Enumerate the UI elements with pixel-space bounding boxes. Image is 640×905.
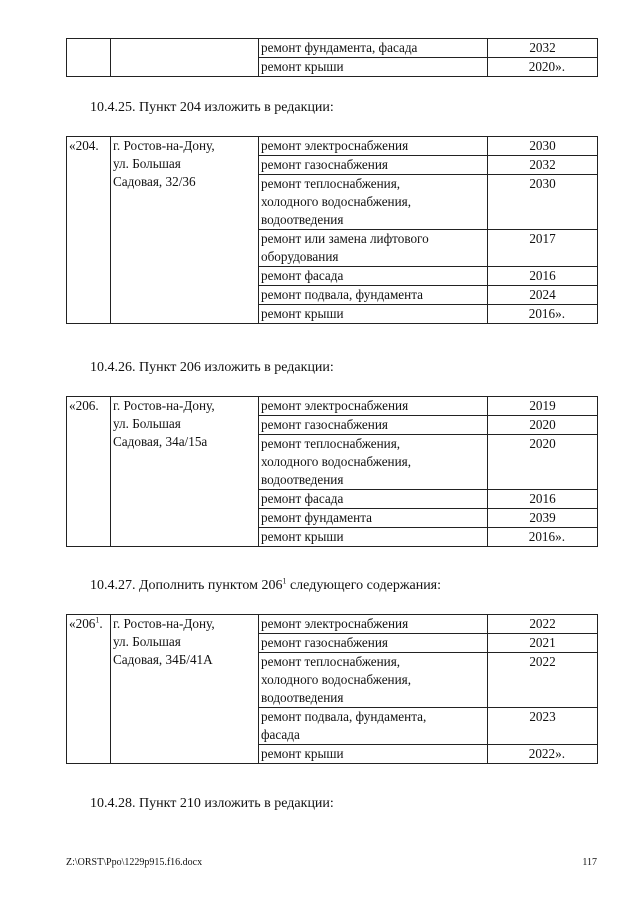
work-type-cell <box>259 305 488 324</box>
year-cell: 2023 <box>488 708 598 745</box>
work-type-cell <box>259 137 488 156</box>
item-number-cell <box>67 39 111 77</box>
paragraph-10-4-27-sup: 1 <box>282 576 287 586</box>
year-cell: 2021 <box>488 634 598 653</box>
work-type-cell <box>259 490 488 509</box>
year-cell: 2020». <box>488 58 598 77</box>
year-cell: 2022 <box>488 653 598 708</box>
work-type-cell <box>259 435 488 490</box>
work-type-cell <box>259 58 488 77</box>
year-cell: 2022 <box>488 615 598 634</box>
text-line: ремонт или замена лифтового <box>261 231 429 246</box>
year-cell: 2016». <box>488 305 598 324</box>
work-type-cell <box>259 615 488 634</box>
text-line: холодного водоснабжения, <box>261 194 412 209</box>
table-row <box>67 39 598 58</box>
text-line: водоотведения <box>261 472 344 487</box>
work-type-cell <box>259 528 488 547</box>
work-type-cell <box>259 745 488 764</box>
text-line: ремонт крыши <box>261 59 344 74</box>
text-line: ремонт электроснабжения <box>261 138 409 153</box>
year-cell: 2016 <box>488 267 598 286</box>
item-number-superscript: 1 <box>95 615 100 625</box>
text-line: г. Ростов-на-Дону, <box>113 138 215 153</box>
text-line: Садовая, 34а/15а <box>113 434 208 449</box>
year-cell: 2017 <box>488 230 598 267</box>
address-cell <box>111 39 259 77</box>
paragraph-10-4-27 <box>90 578 441 594</box>
work-type-cell <box>259 175 488 230</box>
item-number-cell <box>67 397 111 547</box>
text-line: ремонт газоснабжения <box>261 157 388 172</box>
year-cell: 2032 <box>488 39 598 58</box>
work-type-cell <box>259 156 488 175</box>
table-item-204 <box>66 136 598 324</box>
year-cell: 2024 <box>488 286 598 305</box>
text-line: холодного водоснабжения, <box>261 454 412 469</box>
text-line: ремонт подвала, фундамента <box>261 287 423 302</box>
year-cell: 2022». <box>488 745 598 764</box>
paragraph-10-4-27-text: 10.4.27. Дополнить пунктом 206 <box>90 578 283 593</box>
text-line: ремонт теплоснабжения, <box>261 436 401 451</box>
text-line: ремонт крыши <box>261 529 344 544</box>
text-line: Садовая, 32/36 <box>113 174 196 189</box>
year-cell: 2016». <box>488 528 598 547</box>
work-type-cell <box>259 230 488 267</box>
year-cell: 2016 <box>488 490 598 509</box>
work-type-cell <box>259 416 488 435</box>
work-type-cell <box>259 708 488 745</box>
paragraph-10-4-27-tail: следующего содержания: <box>286 578 442 593</box>
work-type-cell <box>259 653 488 708</box>
work-type-cell <box>259 39 488 58</box>
work-type-cell <box>259 509 488 528</box>
work-type-cell <box>259 634 488 653</box>
text-line: водоотведения <box>261 690 344 705</box>
work-type-cell <box>259 286 488 305</box>
year-cell: 2030 <box>488 175 598 230</box>
paragraph-10-4-26: 10.4.26. Пункт 206 изложить в редакции: <box>90 360 334 375</box>
text-line: ремонт электроснабжения <box>261 616 409 631</box>
address-cell <box>111 137 259 324</box>
text-line: г. Ростов-на-Дону, <box>113 398 215 413</box>
text-line: ремонт теплоснабжения, <box>261 654 401 669</box>
item-number: «206 <box>69 616 96 631</box>
item-number-cell <box>67 137 111 324</box>
table-item-206-1 <box>66 614 598 764</box>
address-cell <box>111 397 259 547</box>
text-line: ремонт крыши <box>261 746 344 761</box>
work-type-cell <box>259 267 488 286</box>
table-item-206 <box>66 396 598 547</box>
text-line: холодного водоснабжения, <box>261 672 412 687</box>
text-line: ремонт газоснабжения <box>261 635 388 650</box>
work-type-cell <box>259 397 488 416</box>
item-number: «204. <box>69 138 99 153</box>
item-number-cell <box>67 615 111 764</box>
text-line: ремонт фундамента <box>261 510 372 525</box>
year-cell: 2020 <box>488 435 598 490</box>
table-row <box>67 137 598 156</box>
year-cell: 2030 <box>488 137 598 156</box>
text-line: ремонт газоснабжения <box>261 417 388 432</box>
text-line: ремонт фундамента, фасада <box>261 40 418 55</box>
paragraph-10-4-28: 10.4.28. Пункт 210 изложить в редакции: <box>90 796 334 811</box>
text-line: ремонт теплоснабжения, <box>261 176 401 191</box>
table-row <box>67 615 598 634</box>
text-line: Садовая, 34Б/41А <box>113 652 213 667</box>
text-line: ремонт фасада <box>261 268 344 283</box>
text-line: водоотведения <box>261 212 344 227</box>
paragraph-10-4-25: 10.4.25. Пункт 204 изложить в редакции: <box>90 100 334 115</box>
text-line: фасада <box>261 727 300 742</box>
year-cell: 2020 <box>488 416 598 435</box>
footer-file-path: Z:\ORST\Ppo\1229p915.f16.docx <box>66 857 203 868</box>
text-line: оборудования <box>261 249 339 264</box>
text-line: ул. Большая <box>113 156 181 171</box>
text-line: ремонт крыши <box>261 306 344 321</box>
table-continuation <box>66 38 598 77</box>
year-cell: 2032 <box>488 156 598 175</box>
text-line: ремонт фасада <box>261 491 344 506</box>
item-number: «206. <box>69 398 99 413</box>
address-cell <box>111 615 259 764</box>
text-line: ремонт электроснабжения <box>261 398 409 413</box>
item-number-suffix: . <box>99 616 103 631</box>
year-cell: 2019 <box>488 397 598 416</box>
year-cell: 2039 <box>488 509 598 528</box>
footer-page-number: 117 <box>582 857 597 868</box>
text-line: г. Ростов-на-Дону, <box>113 616 215 631</box>
table-row <box>67 397 598 416</box>
text-line: ул. Большая <box>113 634 181 649</box>
text-line: ремонт подвала, фундамента, <box>261 709 427 724</box>
text-line: ул. Большая <box>113 416 181 431</box>
